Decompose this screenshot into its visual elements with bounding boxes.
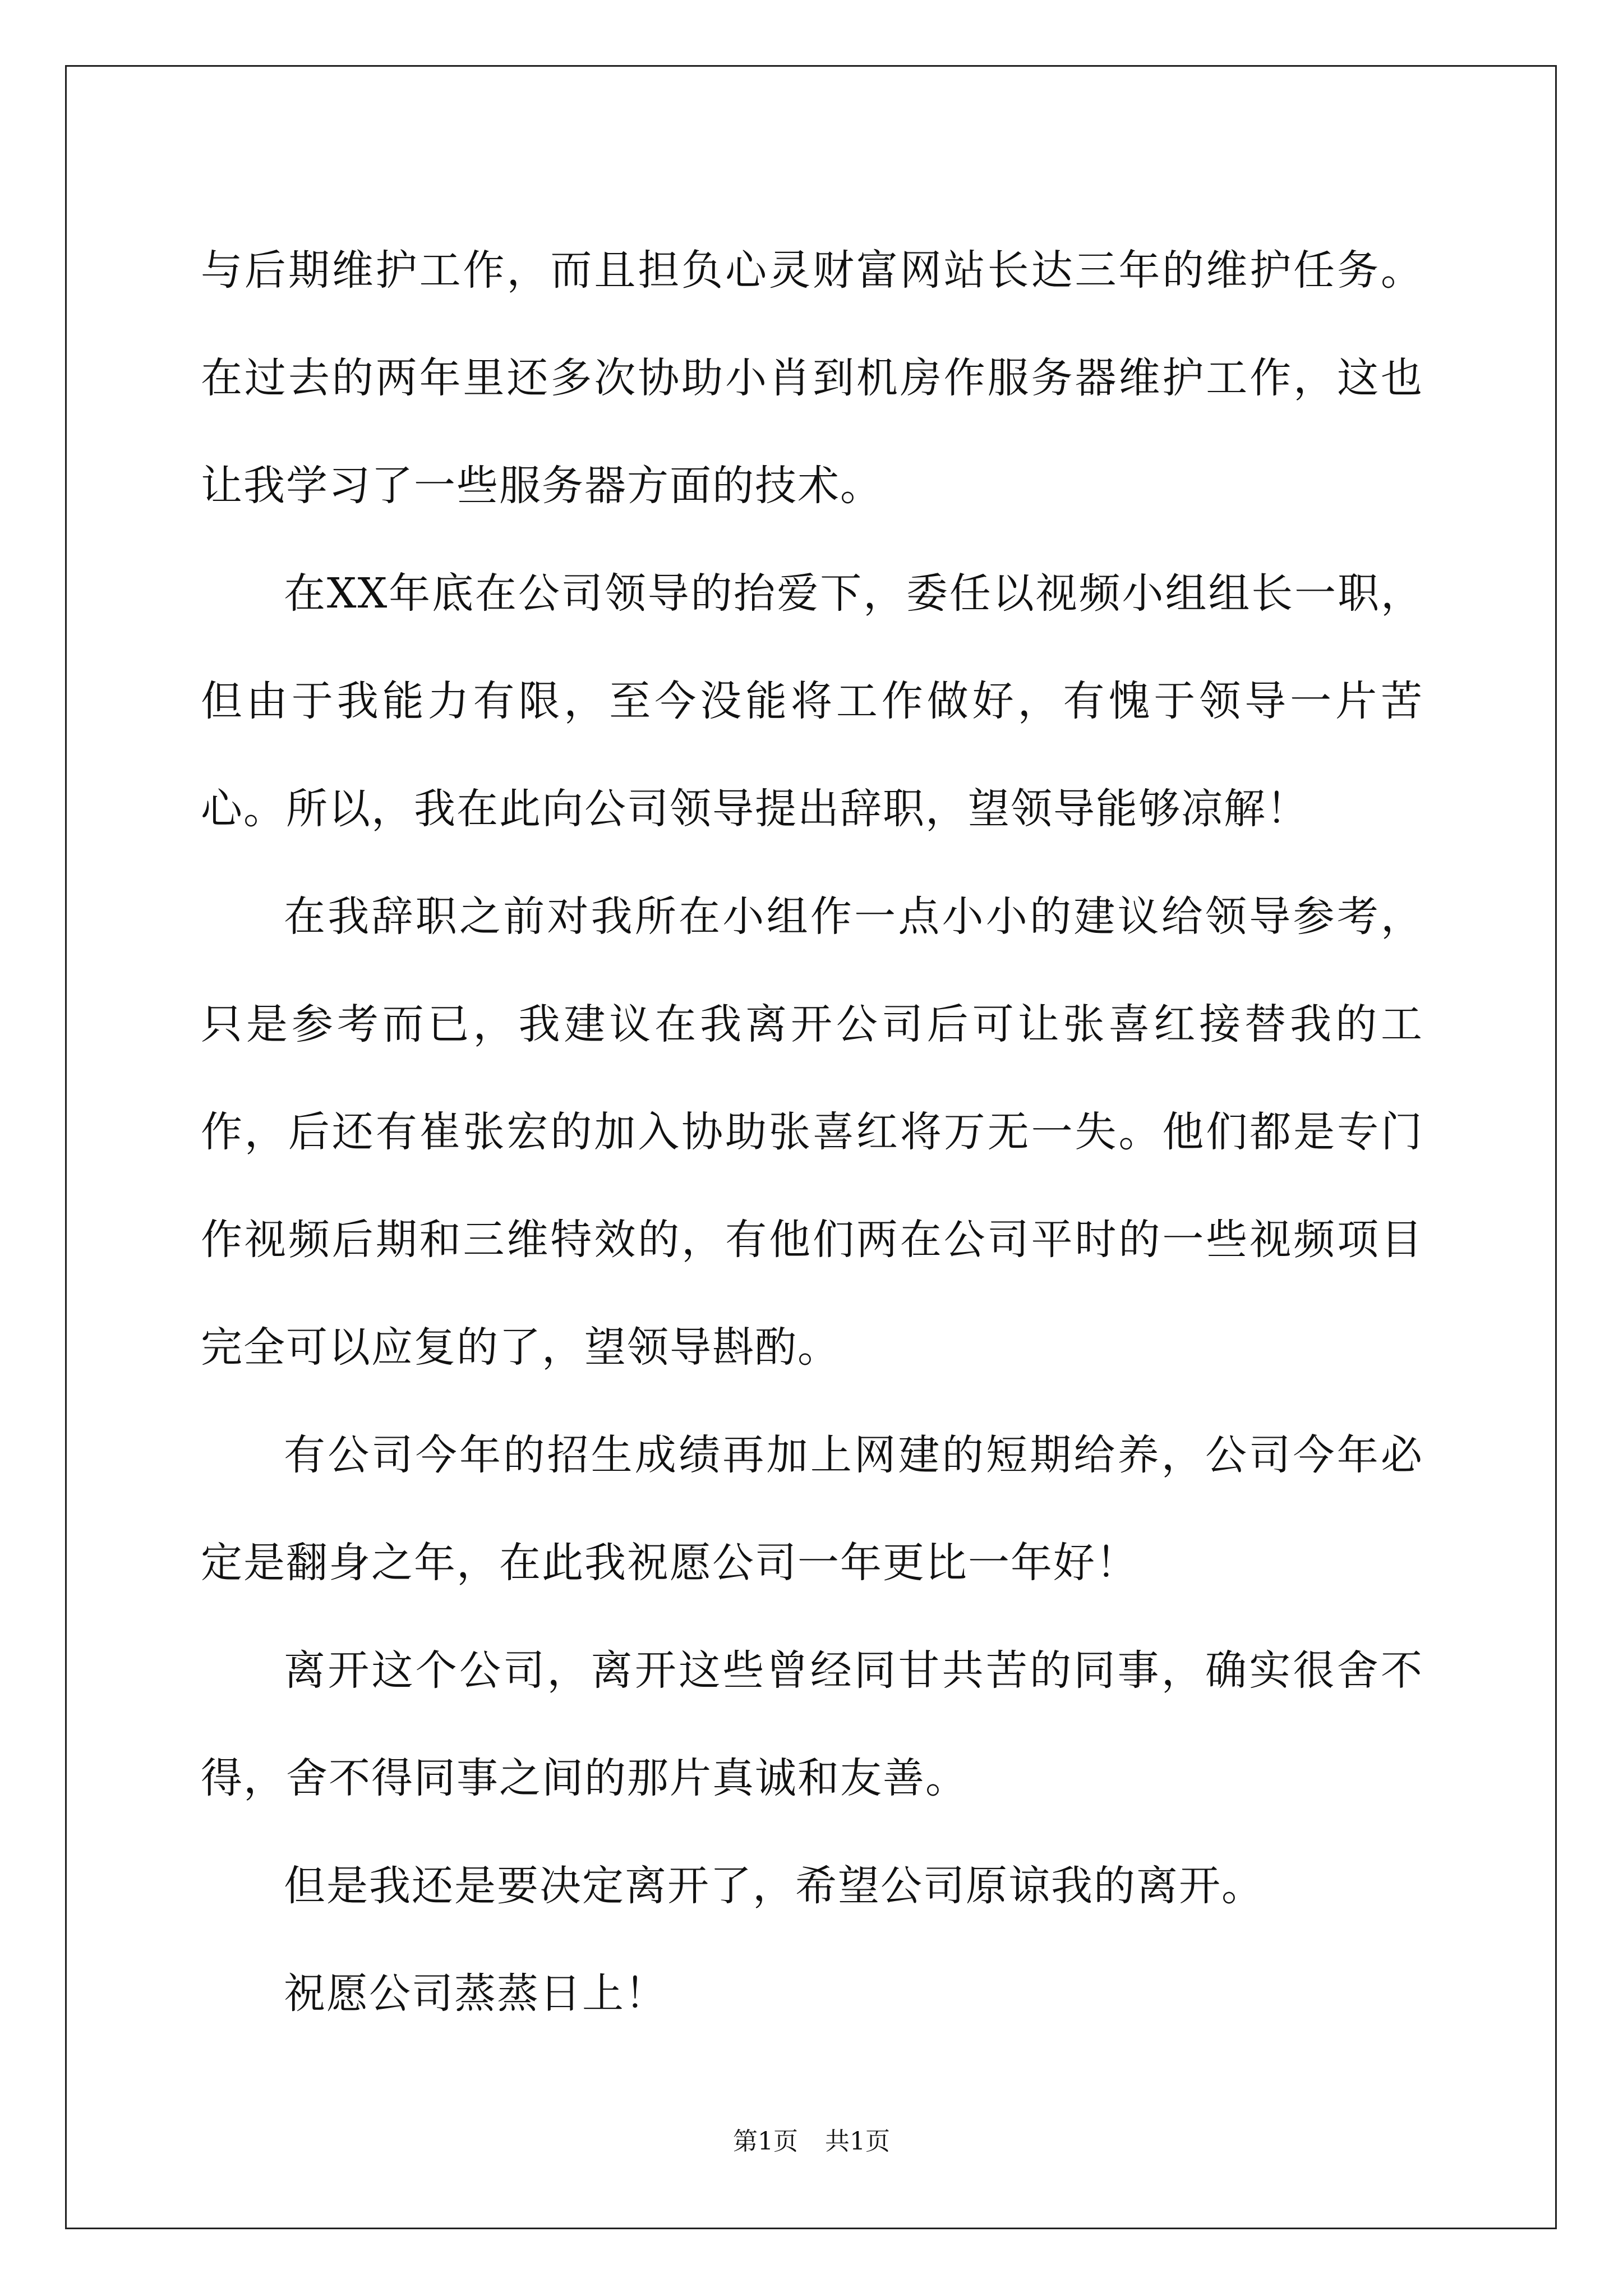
paragraph-6: 但是我还是要决定离开了，希望公司原谅我的离开。	[284, 1862, 1264, 1910]
document-body	[201, 217, 1423, 2047]
paragraph-5: 离开这个公司，离开这些曾经同甘共苦的同事，确实很舍不得，舍不得同事之间的那片真诚和友善。	[201, 1646, 1423, 1802]
paragraph-3: 在我辞职之前对我所在小组作一点小小的建议给领导参考，只是参考而已，我建议在我离开公司后可让张喜红接替我的工作，后还有崔张宏的加入协助张喜红将万无一失。他们都是专门作视频后期和三维特效的，有他们两在公司平时的一些视频项目完全可以应复的了，望领导斟酌。	[201, 892, 1423, 1372]
paragraph-1: 与后期维护工作，而且担负心灵财富网站长达三年的维护任务。在过去的两年里还多次协助小肖到机房作服务器维护工作，这也让我学习了一些服务器方面的技术。	[201, 246, 1423, 510]
page-number-current: 第1页	[733, 2127, 798, 2156]
paragraph-2: 在XX年底在公司领导的抬爱下，委任以视频小组组长一职，但由于我能力有限，至今没能将工作做好，有愧于领导一片苦心。所以，我在此向公司领导提出辞职，望领导能够凉解！	[201, 569, 1423, 833]
page-footer	[0, 2125, 1623, 2159]
paragraph-7: 祝愿公司蒸蒸日上！	[284, 1970, 667, 2018]
paragraph-4: 有公司今年的招生成绩再加上网建的短期给养，公司今年必定是翻身之年，在此我祝愿公司一年更比一年好！	[201, 1431, 1423, 1587]
page-number-total: 共1页	[825, 2127, 890, 2156]
